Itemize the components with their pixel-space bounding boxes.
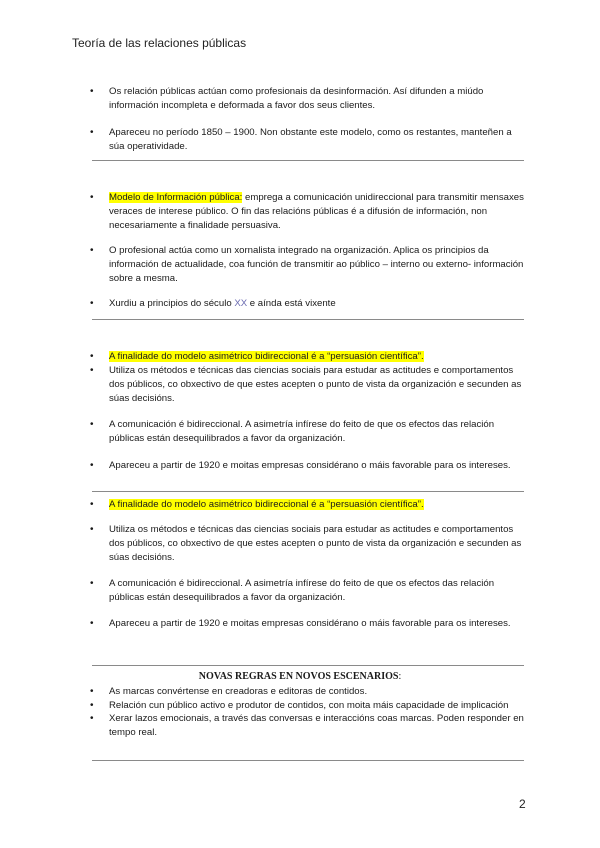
highlight-heading: A finalidade do modelo asimétrico bidireccional é a “persuasión científica”.: [109, 351, 424, 362]
list-item: • Utiliza os métodos e técnicas das ciencias sociais para estudar as actitudes e comportamentos dos públicos, co obxectivo de que estes acepten o punto de vista da organización e secunden as súas decisións.: [90, 523, 526, 565]
highlight-term: Modelo de Información pública:: [109, 192, 243, 203]
list-item: • Os relación públicas actúan como profesionais da desinformación. Así difunden a miúdo información incompleta e deformada a favor dos seus clientes.: [90, 85, 526, 113]
bullet-list-public-information: [90, 191, 526, 311]
list-item: • Apareceu a partir de 1920 e moitas empresas considérano o máis favorable para os intereses.: [90, 617, 526, 631]
list-item: [90, 297, 526, 311]
century-text: XX: [234, 298, 248, 309]
page-number: 2: [519, 797, 526, 811]
list-item: • As marcas convértense en creadoras e editoras de contidos.: [90, 685, 526, 699]
list-item: • O profesional actúa como un xornalista integrado na organización. Aplica os principios da información de actualidade, coa función de transmitir ao público – interno ou externo- información sobre a mesma.: [90, 244, 526, 286]
bullet-list-disinformation: [90, 85, 526, 154]
list-item: • A comunicación é bidireccional. A asimetría infírese do feito de que os efectos das relación públicas están desequilibrados a favor da organización.: [90, 577, 526, 605]
page-header: Teoría de las relaciones públicas: [72, 36, 247, 50]
section-title-text: NOVAS REGRAS EN NOVOS ESCENARIOS: [198, 671, 399, 682]
list-item: • Xerar lazos emocionais, a través das conversas e interaccións coas marcas. Poden responder en tempo real.: [90, 712, 526, 739]
bullet-list-asymmetric-1: [90, 350, 526, 473]
divider: [92, 760, 524, 761]
list-item-text: emprega a comunicación unidireccional para transmitir mensaxes veraces de interese público. O fin das relacións públicas é a difusión de información, non necesariamente a finalidade persuasiva.: [109, 192, 524, 231]
highlight-heading: A finalidade do modelo asimétrico bidireccional é a “persuasión científica”.: [109, 499, 424, 510]
list-item-text: Xurdiu a principios do século: [109, 298, 235, 309]
list-item-heading: [90, 350, 526, 364]
bullet-list-new-rules: [90, 685, 526, 739]
divider: [92, 319, 524, 320]
list-item: • Relación cun público activo e produtor de contidos, con moita máis capacidade de implicación: [90, 699, 526, 713]
section-title-colon: :: [398, 671, 402, 682]
divider: [92, 665, 524, 666]
list-item: • Utiliza os métodos e técnicas das ciencias sociais para estudar as actitudes e comportamentos dos públicos, co obxectivo de que estes acepten o punto de vista da organización e secunden as súas decisións.: [90, 364, 526, 406]
list-item: • Apareceu a partir de 1920 e moitas empresas considérano o máis favorable para os intereses.: [90, 459, 526, 473]
list-item-heading: [90, 498, 526, 512]
bullet-list-asymmetric-2: [90, 498, 526, 631]
list-item: • Apareceu no período 1850 – 1900. Non obstante este modelo, como os restantes, manteñen a súa operatividade.: [90, 126, 526, 154]
divider: [92, 160, 524, 161]
list-item-text: e aínda está vixente: [247, 298, 336, 309]
divider: [92, 491, 524, 492]
section-title: [0, 671, 600, 682]
list-item: [90, 191, 526, 233]
list-item: • A comunicación é bidireccional. A asimetría infírese do feito de que os efectos das relación públicas están desequilibrados a favor da organización.: [90, 418, 526, 446]
